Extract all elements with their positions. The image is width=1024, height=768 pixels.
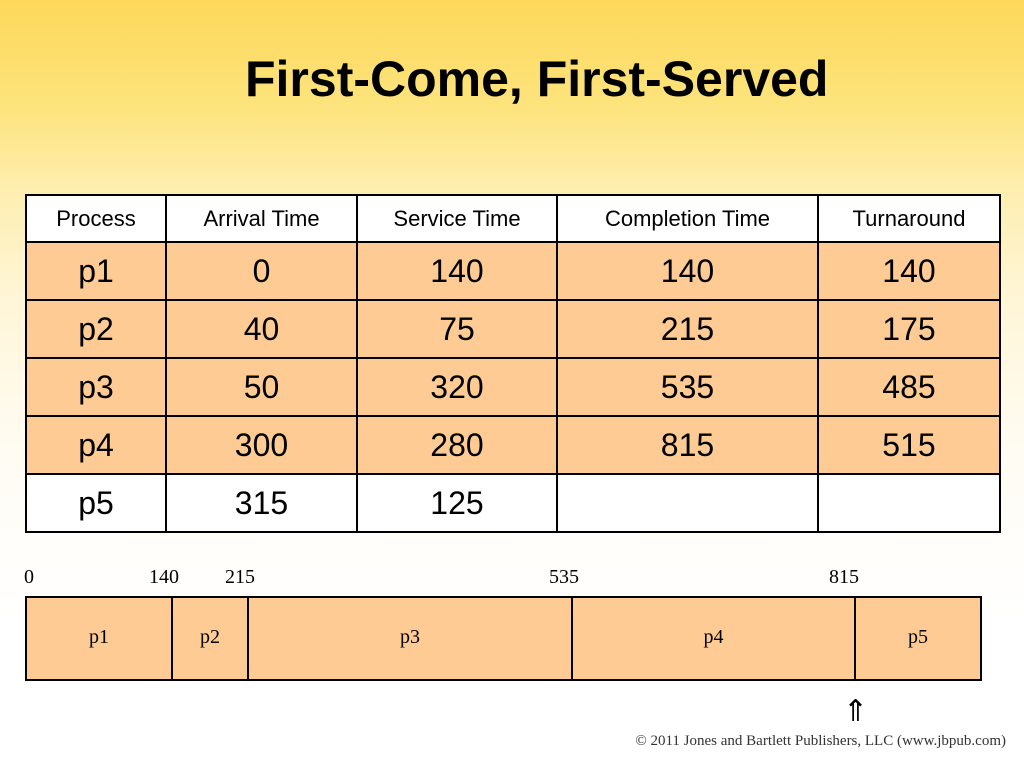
table-row xyxy=(26,474,1000,532)
cell-service: 75 xyxy=(357,300,557,358)
slide-title: First-Come, First-Served xyxy=(245,51,829,107)
cell-turnaround: 140 xyxy=(818,242,1000,300)
gantt-segment-p5: p5 xyxy=(854,598,980,679)
cell-service: 320 xyxy=(357,358,557,416)
header-completion-time: Completion Time xyxy=(557,195,818,242)
cell-process: p4 xyxy=(26,416,166,474)
timeline-tick: 815 xyxy=(829,566,859,588)
cell-process: p1 xyxy=(26,242,166,300)
cell-turnaround xyxy=(818,474,1000,532)
table-row xyxy=(26,242,1000,300)
cell-arrival: 315 xyxy=(166,474,357,532)
cell-arrival: 300 xyxy=(166,416,357,474)
header-arrival-time: Arrival Time xyxy=(166,195,357,242)
header-turnaround: Turnaround xyxy=(818,195,1000,242)
cell-process: p3 xyxy=(26,358,166,416)
cell-arrival: 50 xyxy=(166,358,357,416)
cell-completion: 140 xyxy=(557,242,818,300)
table-header-row xyxy=(26,195,1000,242)
cell-completion: 215 xyxy=(557,300,818,358)
table-row xyxy=(26,416,1000,474)
gantt-timeline xyxy=(25,596,982,681)
cell-service: 140 xyxy=(357,242,557,300)
gantt-segment-p3: p3 xyxy=(247,598,571,679)
gantt-segment-p2: p2 xyxy=(171,598,247,679)
gantt-segment-p4: p4 xyxy=(571,598,854,679)
cell-completion: 815 xyxy=(557,416,818,474)
current-time-arrow-icon: ⇑ xyxy=(843,694,869,729)
cell-process: p2 xyxy=(26,300,166,358)
header-process: Process xyxy=(26,195,166,242)
process-table xyxy=(25,194,1001,533)
table-row xyxy=(26,358,1000,416)
timeline-tick: 215 xyxy=(225,566,255,588)
cell-process: p5 xyxy=(26,474,166,532)
cell-turnaround: 515 xyxy=(818,416,1000,474)
cell-completion: 535 xyxy=(557,358,818,416)
cell-completion xyxy=(557,474,818,532)
gantt-segment-p1: p1 xyxy=(89,626,109,648)
timeline-tick: 0 xyxy=(24,566,34,588)
copyright-notice: © 2011 Jones and Bartlett Publishers, LLC (www.jbpub.com) xyxy=(635,733,1006,749)
cell-arrival: 0 xyxy=(166,242,357,300)
timeline-tick: 535 xyxy=(549,566,579,588)
timeline-tick: 140 xyxy=(149,566,179,588)
cell-service: 280 xyxy=(357,416,557,474)
cell-arrival: 40 xyxy=(166,300,357,358)
cell-turnaround: 485 xyxy=(818,358,1000,416)
table-row xyxy=(26,300,1000,358)
cell-turnaround: 175 xyxy=(818,300,1000,358)
cell-service: 125 xyxy=(357,474,557,532)
header-service-time: Service Time xyxy=(357,195,557,242)
